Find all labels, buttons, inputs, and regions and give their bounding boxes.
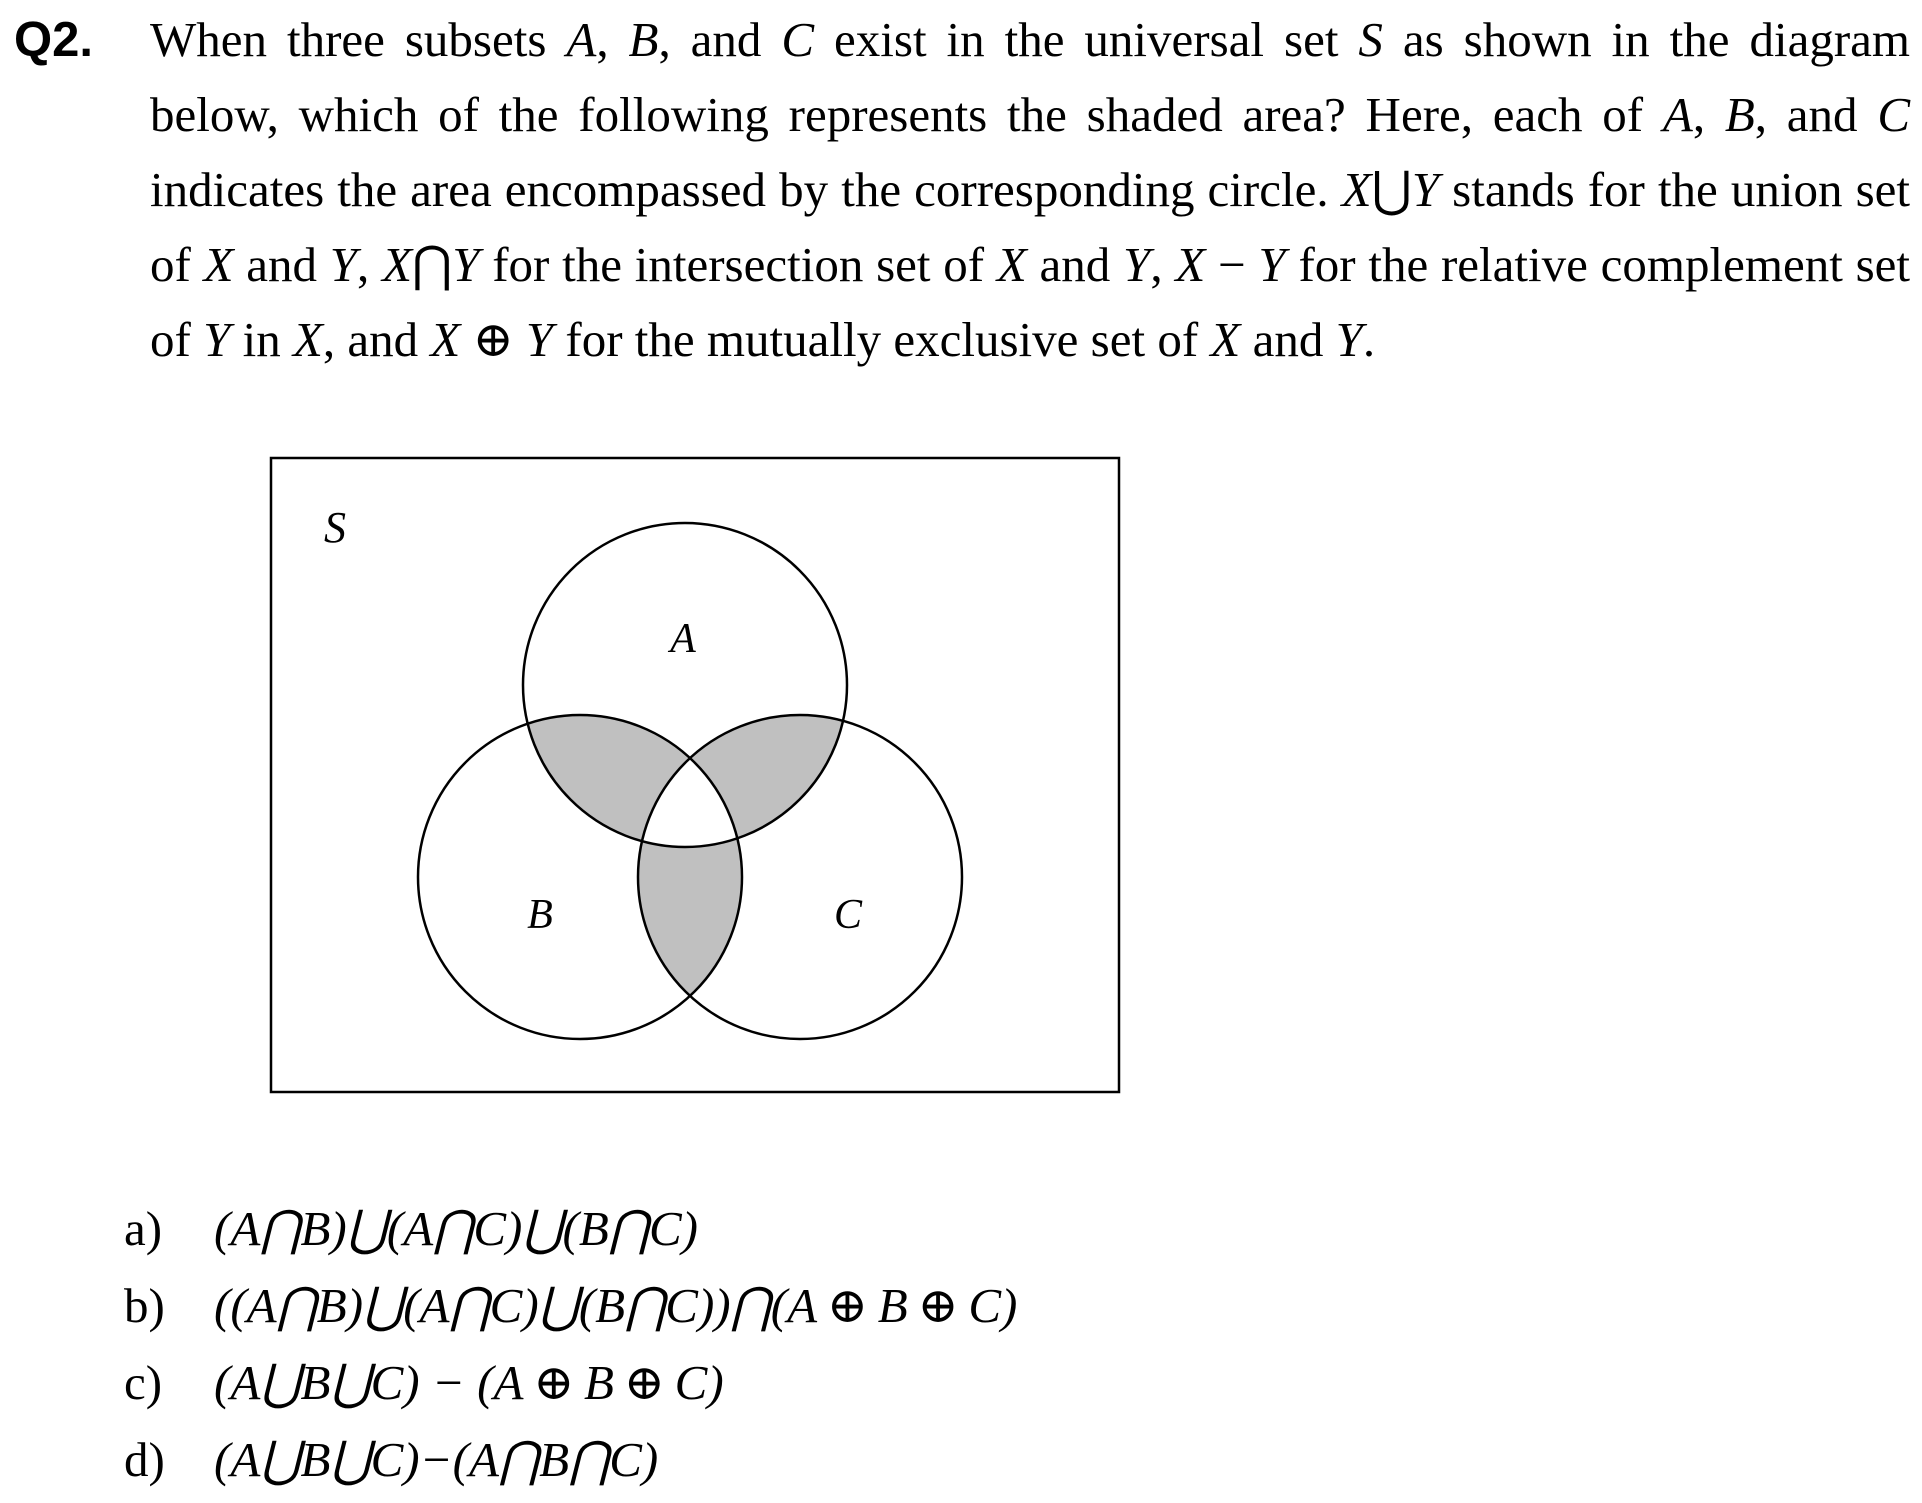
option-a-expression: (A⋂B)⋃(A⋂C)⋃(B⋂C) [214,1201,698,1256]
question-math-symbol: Y [329,237,358,292]
question-math-symbol: X [382,237,412,292]
question-text-run: and [233,237,330,292]
question-math-symbol: X [1341,162,1372,217]
question-math-symbol: A [566,12,597,67]
circle-c-label: C [833,892,863,938]
question-text-run: ⊕ [460,312,526,367]
circle-b-label: B [527,892,553,938]
question-text-run: for the intersection set of [479,237,997,292]
question-text-run: exist in the universal set [814,12,1359,67]
universal-set-label: S [324,503,346,552]
question-math-symbol: Y [452,237,480,292]
option-c-label: c) [124,1355,163,1410]
question-math-symbol: X [1210,312,1241,367]
question-math-symbol: C [1877,87,1911,142]
circle-a-label: A [670,616,696,662]
question-math-symbol: Y [525,312,554,367]
question-math-symbol: X [292,312,323,367]
question-math-symbol: X [203,237,234,292]
question-text-run: , and [1754,87,1878,142]
question-math-symbol: Y [1411,162,1440,217]
question-text-run: and [1240,312,1336,367]
answer-options [124,1190,1017,1498]
question-text-run: for the relative complement set of [150,237,1911,367]
question-math-symbol: Y [1258,237,1286,292]
option-b-expression: ((A⋂B)⋃(A⋂C)⋃(B⋂C))⋂(A ⊕ B ⊕ C) [214,1278,1018,1333]
question-text-run: as shown in the diagram below, which of the following represents the shaded area? Here, each of [150,12,1910,142]
question-text-run: , and [322,312,431,367]
question-math-symbol: S [1358,12,1383,67]
question-math-symbol: B [628,12,659,67]
question-math-symbol: B [1724,87,1755,142]
option-d-expression: (A⋃B⋃C)−(A⋂B⋂C) [214,1432,659,1487]
question-number: Q2. [14,13,93,67]
question-text-run: , [596,12,629,67]
question-text-run: for the mutually exclusive set of [553,312,1211,367]
question-text-run: . [1362,312,1376,367]
option-d[interactable] [124,1421,1017,1498]
question-math-symbol: Y [203,312,231,367]
question-math-symbol: A [1662,87,1693,142]
question-text-run: stands for the union set of [150,162,1911,292]
question-text-run: , [1150,237,1176,292]
option-d-label: d) [124,1432,165,1487]
option-b-label: b) [124,1278,165,1333]
option-b[interactable] [124,1267,1017,1344]
option-a-label: a) [124,1201,163,1256]
question-text-run: − [1205,237,1259,292]
question-math-symbol: X [430,312,461,367]
question-text-run: ⋃ [1371,162,1412,217]
question-text-run: ⋂ [412,237,453,292]
option-a[interactable] [124,1190,1017,1267]
question-text-run: indicates the area encompassed by the corresponding circle. [150,162,1342,217]
question-text-run: , [357,237,383,292]
question-math-symbol: X [996,237,1027,292]
question-math-symbol: C [781,12,815,67]
question-text-run: When three subsets [150,12,567,67]
question-text-run: , [1692,87,1725,142]
question-text-run: in [230,312,293,367]
option-c-expression: (A⋃B⋃C) − (A ⊕ B ⊕ C) [214,1355,724,1410]
question-math-symbol: X [1175,237,1206,292]
question-math-symbol: Y [1123,237,1151,292]
question-text-run: , and [658,12,782,67]
question-math-symbol: Y [1335,312,1363,367]
question-text-run: and [1026,237,1124,292]
option-c[interactable] [124,1344,1017,1421]
